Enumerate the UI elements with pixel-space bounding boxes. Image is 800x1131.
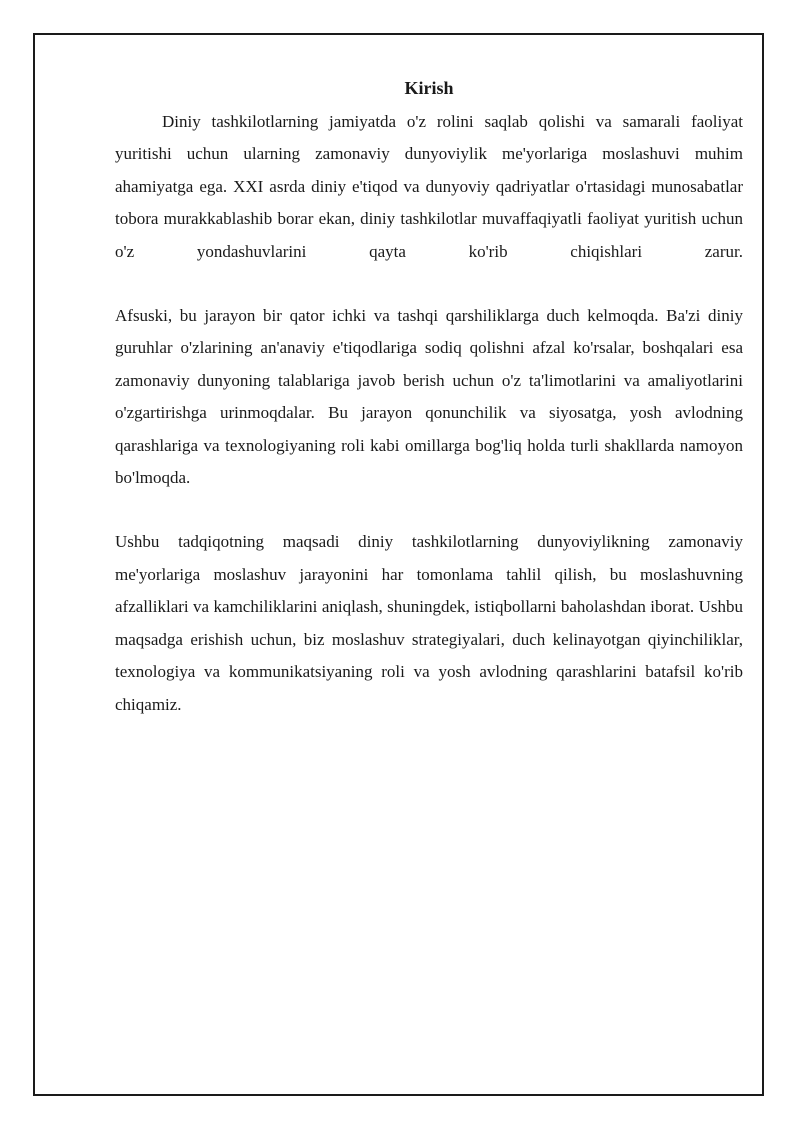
paragraph-goal: Ushbu tadqiqotning maqsadi diniy tashkilotlarning dunyoviylikning zamonaviy me'yorlariga moslashuv jarayonini har tomonlama tahlil qilish, bu moslashuvning afzalliklari va kamchiliklarini aniqlash, shuningdek, istiqbollarni baholashdan iborat. Ushbu maqsadga erishish uchun, biz moslashuv strategiyalari, duch kelinayotgan qiyinchiliklar, texnologiya va kommunikatsiyaning roli va yosh avlodning qarashlarini batafsil ko'rib chiqamiz. (115, 532, 743, 714)
paragraph-gap (115, 268, 743, 300)
paragraph-gap (115, 494, 743, 526)
document-title: Kirish (404, 78, 454, 98)
paragraph-intro: Diniy tashkilotlarning jamiyatda o'z rolini saqlab qolishi va samarali faoliyat yuritishi uchun ularning zamonaviy dunyoviylik me'yorlariga moslashuvi muhim ahamiyatga ega. XXI asrda diniy e'tiqod va dunyoviy qadriyatlar o'rtasidagi munosabatlar tobora murakkablashib borar ekan, diniy tashkilotlar muvaffaqiyatli faoliyat yuritish uchun o'z yondashuvlarini qayta ko'rib chiqishlari zarur. (115, 112, 743, 261)
paragraph-challenges: Afsuski, bu jarayon bir qator ichki va tashqi qarshiliklarga duch kelmoqda. Ba'zi diniy guruhlar o'zlarining an'anaviy e'tiqodlariga sodiq qolishni afzal ko'rsalar, boshqalari esa zamonaviy dunyoning talablariga javob berish uchun o'z ta'limotlarini va amaliyotlarini o'zgartirishga urinmoqdalar. Bu jarayon qonunchilik va siyosatga, yosh avlodning qarashlariga va texnologiyaning roli kabi omillarga bog'liq holda turli shakllarda namoyon bo'lmoqda. (115, 306, 743, 488)
document-body (115, 76, 743, 721)
